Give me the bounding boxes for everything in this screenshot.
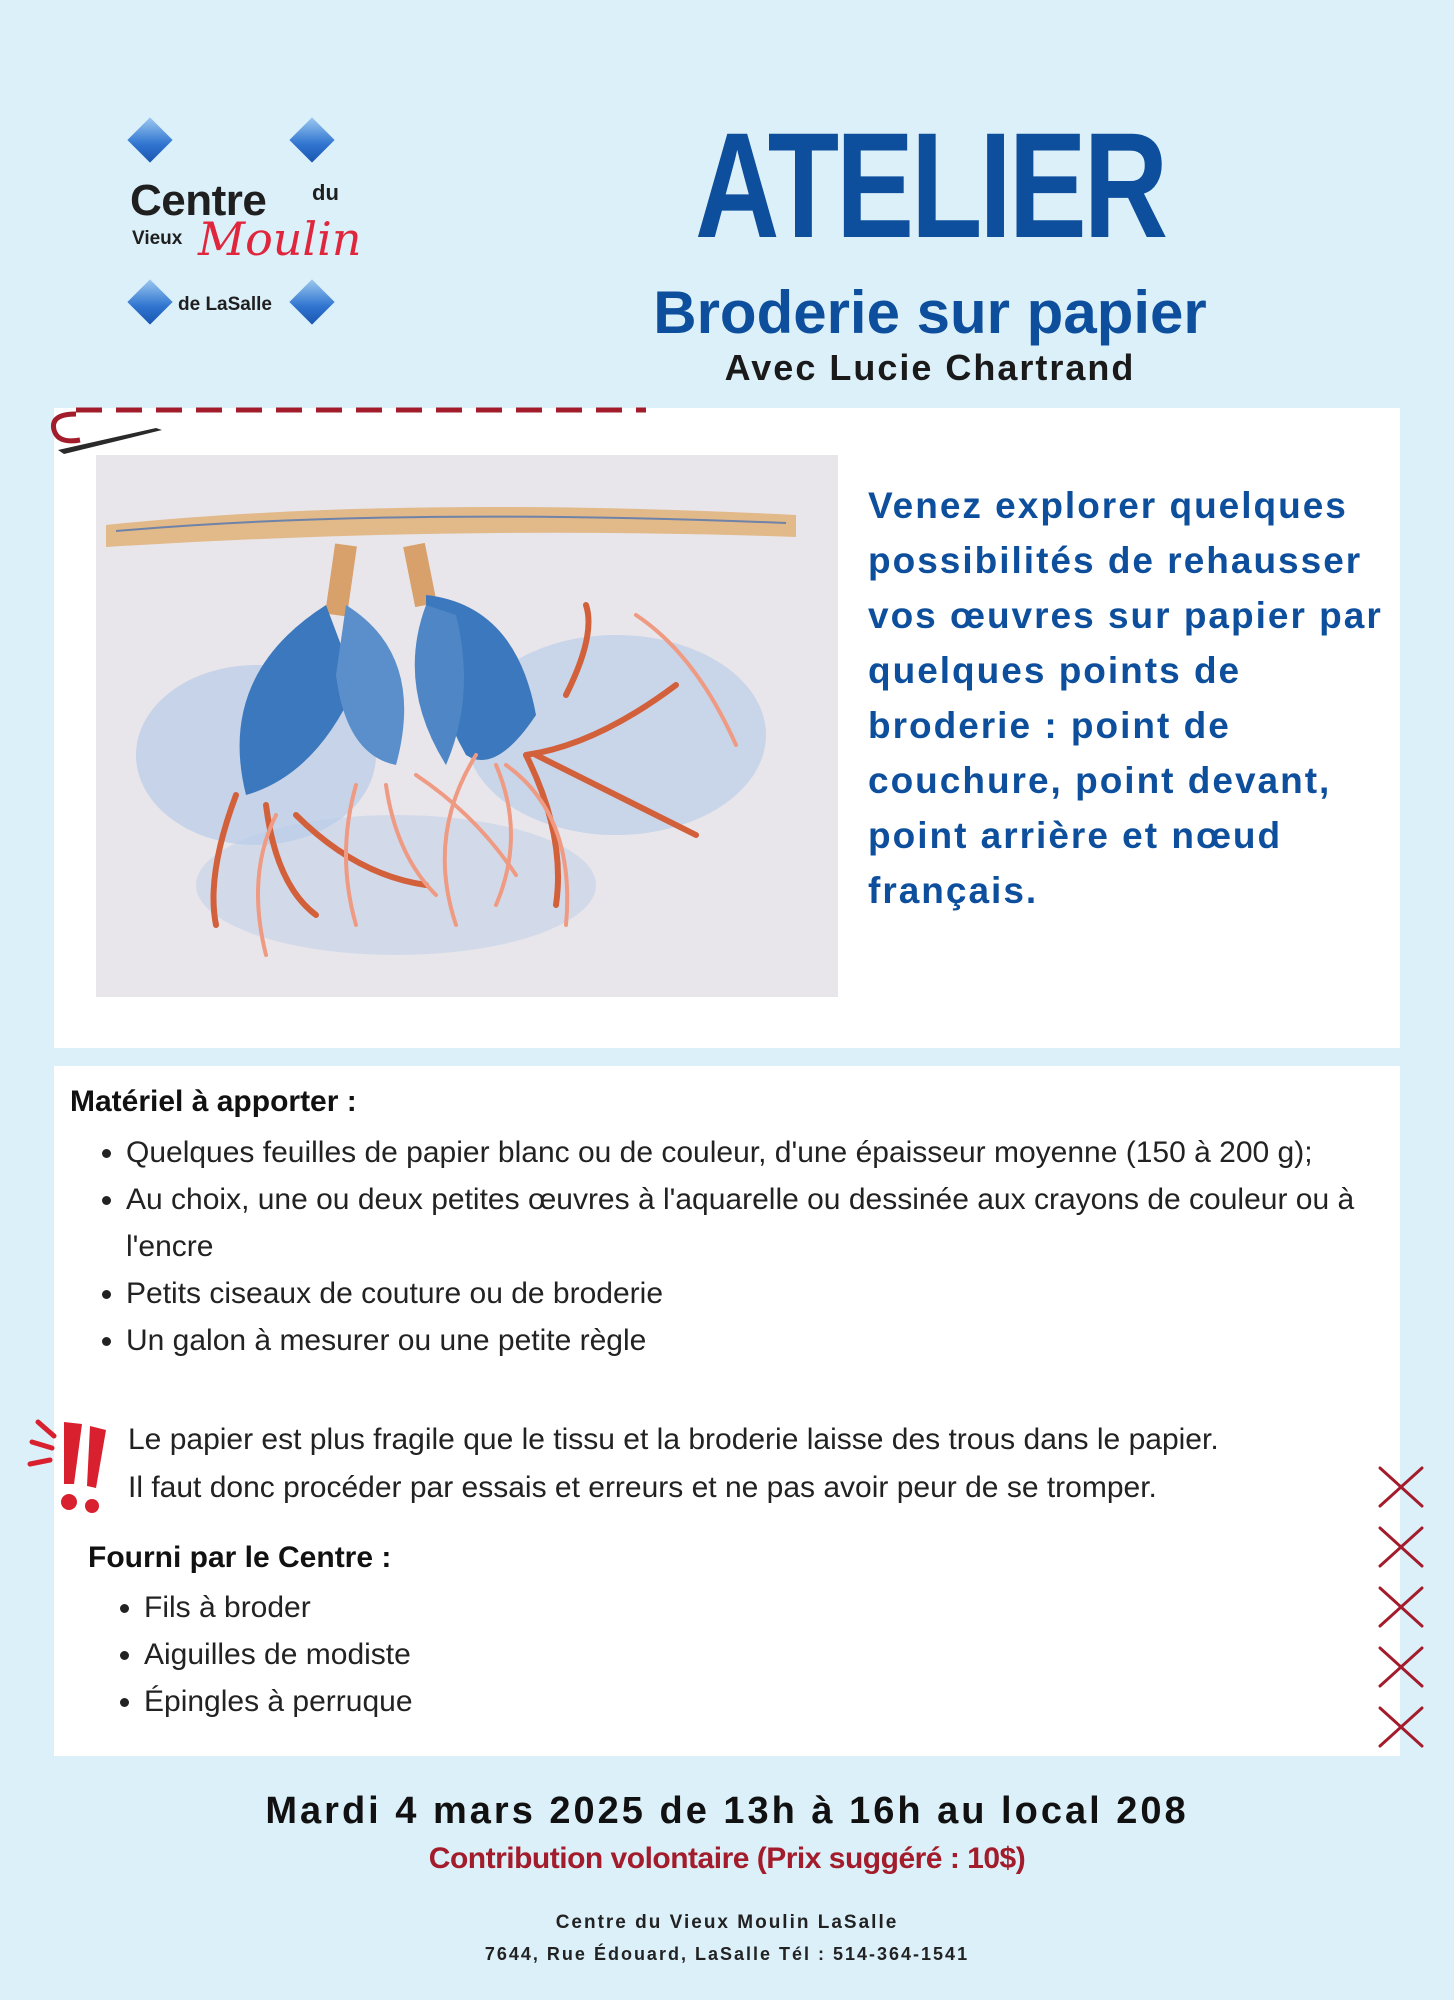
logo-text-vieux: Vieux: [132, 228, 183, 249]
centre-logo: [120, 110, 370, 340]
presenter-line: Avec Lucie Chartrand: [724, 347, 1136, 388]
logo-diamond-icon: [289, 279, 334, 324]
list-item: • Épingles à perruque: [144, 1678, 1344, 1725]
logo-text-lasalle: de LaSalle: [178, 294, 272, 315]
materials-list: [70, 1129, 1416, 1364]
list-item: • Petits ciseaux de couture ou de broderie: [126, 1270, 1416, 1317]
intro-text: Venez explorer quelques possibilités de rehausser vos œuvres sur papier par quelques points de broderie : point de couchure, point devant, point arrière et nœud français.: [868, 485, 1383, 911]
logo-diamond-icon: [127, 117, 172, 162]
warning-note: [128, 1416, 1378, 1512]
warning-line: Le papier est plus fragile que le tissu et la broderie laisse des trous dans le papier.: [128, 1423, 1219, 1456]
logo-text-moulin: Moulin: [198, 212, 362, 266]
logo-diamond-icon: [289, 117, 334, 162]
list-item: • Quelques feuilles de papier blanc ou de couleur, d'une épaisseur moyenne (150 à 200 g);: [126, 1129, 1416, 1176]
page-title: ATELIER: [695, 101, 1165, 269]
needle-thread-icon: [36, 398, 656, 458]
footer-name: Centre du Vieux Moulin LaSalle: [555, 1912, 899, 1933]
page-subtitle: Broderie sur papier: [653, 279, 1207, 346]
list-item: • Un galon à mesurer ou une petite règle: [126, 1317, 1416, 1364]
contribution-note: Contribution volontaire (Prix suggéré : 10$): [428, 1842, 1026, 1875]
artwork-image: [96, 455, 838, 997]
cross-stitch-icon: [1372, 1462, 1430, 1752]
list-item: • Aiguilles de modiste: [144, 1631, 1344, 1678]
list-item: • Au choix, une ou deux petites œuvres à l'aquarelle ou dessinée aux crayons de couleur ou à l'encre: [126, 1176, 1416, 1270]
logo-text-du: du: [312, 180, 339, 205]
exclamation-icon: [24, 1412, 124, 1522]
logo-diamond-icon: [127, 279, 172, 324]
list-item: • Fils à broder: [144, 1584, 1344, 1631]
materials-title: Matériel à apporter :: [70, 1085, 357, 1118]
event-date: Mardi 4 mars 2025 de 13h à 16h au local 208: [265, 1790, 1189, 1832]
logo-text-centre: Centre: [130, 176, 267, 225]
provided-title: Fourni par le Centre :: [88, 1541, 392, 1574]
provided-list: [88, 1584, 1344, 1725]
warning-line: Il faut donc procéder par essais et erreurs et ne pas avoir peur de se tromper.: [128, 1471, 1157, 1504]
footer-address: 7644, Rue Édouard, LaSalle Tél : 514-364-1541: [484, 1944, 970, 1964]
